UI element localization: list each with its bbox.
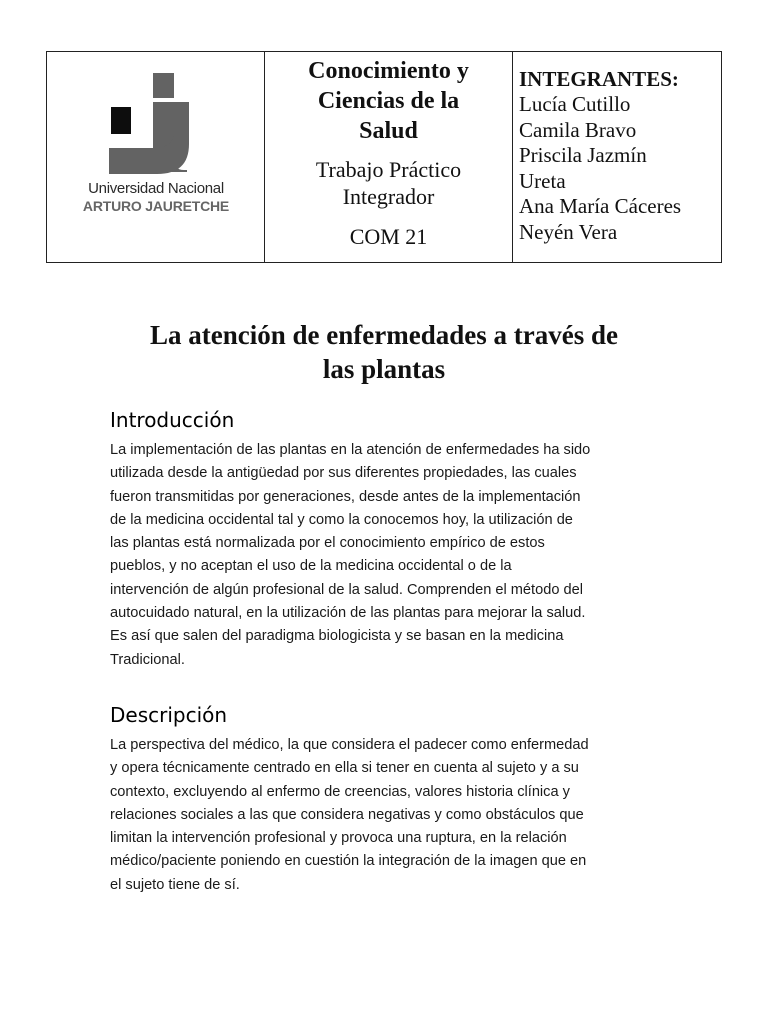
members-heading: INTEGRANTES: [519,67,679,91]
section-heading-descripcion: Descripción [110,703,228,727]
paragraph-line: autocuidado natural, en la utilización de las plantas para mejorar la salud. [110,605,586,622]
member-name: Neyén Vera [519,219,618,244]
paragraph-line: el sujeto tiene de sí. [110,876,240,893]
logo-university-subname: ARTURO JAURETCHE [82,198,230,214]
paragraph-line: Es así que salen del paradigma biologicista y se basan en la medicina [110,628,564,645]
course-subtitle-line: Trabajo Práctico [315,157,462,182]
paragraph-line: La implementación de las plantas en la atención de enfermedades ha sido [110,442,591,458]
section-body-introduccion [110,439,658,672]
course-title [265,56,512,146]
course-cell [265,52,513,262]
course-title-line: Conocimiento y [308,58,469,84]
course-subtitle-line: Integrador [342,184,435,209]
member-list [519,92,721,245]
document-title [60,318,708,386]
member-name: Camila Bravo [519,117,637,142]
members-cell [513,52,721,262]
course-subtitle [265,156,512,210]
member-name: Priscila Jazmín [519,143,647,167]
paragraph-line: relaciones sociales a las que considera negativas y como obstáculos que [110,806,584,823]
paragraph-line: de la medicina occidental tal y como la conocemos hoy, la utilización de [110,511,573,528]
section-body-descripcion [110,734,658,897]
header-table [46,51,722,263]
course-commission: COM 21 [349,224,428,249]
logo-cell [47,52,265,262]
member-name: Lucía Cutillo [519,92,631,116]
logo-black-square [111,107,131,134]
course-title-line: Ciencias de la [317,88,460,114]
course-title-line: Salud [359,118,418,144]
paragraph-line: limitan la intervención profesional y provoca una ruptura, en la relación [110,830,567,847]
logo-dot [153,73,174,98]
paragraph-line: intervención de algún profesional de la salud. Comprenden el método del [110,581,583,598]
document-title-line: las plantas [322,354,446,384]
paragraph-line: las plantas está normalizada por el conocimiento empírico de estos [110,535,545,552]
paragraph-line: fueron transmitidas por generaciones, desde antes de la implementación [110,488,581,505]
paragraph-line: utilizada desde la antigüedad por sus diferentes propiedades, las cuales [110,465,577,482]
member-name: Ureta [519,168,566,193]
member-name: Ana María Cáceres [519,194,682,218]
paragraph-line: contexto, excluyendo al enfermo de creencias, valores historia clínica y [110,783,570,800]
university-logo [47,52,265,264]
paragraph-line: pueblos, y no aceptan el uso de la medicina occidental o de la [110,558,512,575]
section-heading-introduccion: Introducción [110,408,235,432]
logo-university-name: Universidad Nacional [88,180,224,197]
paragraph-line: La perspectiva del médico, la que considera el padecer como enfermedad [110,737,589,753]
paragraph-line: médico/paciente poniendo en cuestión la integración de la imagen que en [110,853,587,870]
paragraph-line: Tradicional. [110,651,185,668]
document-title-line: La atención de enfermedades a través de [150,320,618,350]
paragraph-line: y opera técnicamente centrado en ella si tener en cuenta al sujeto y a su [110,760,579,777]
